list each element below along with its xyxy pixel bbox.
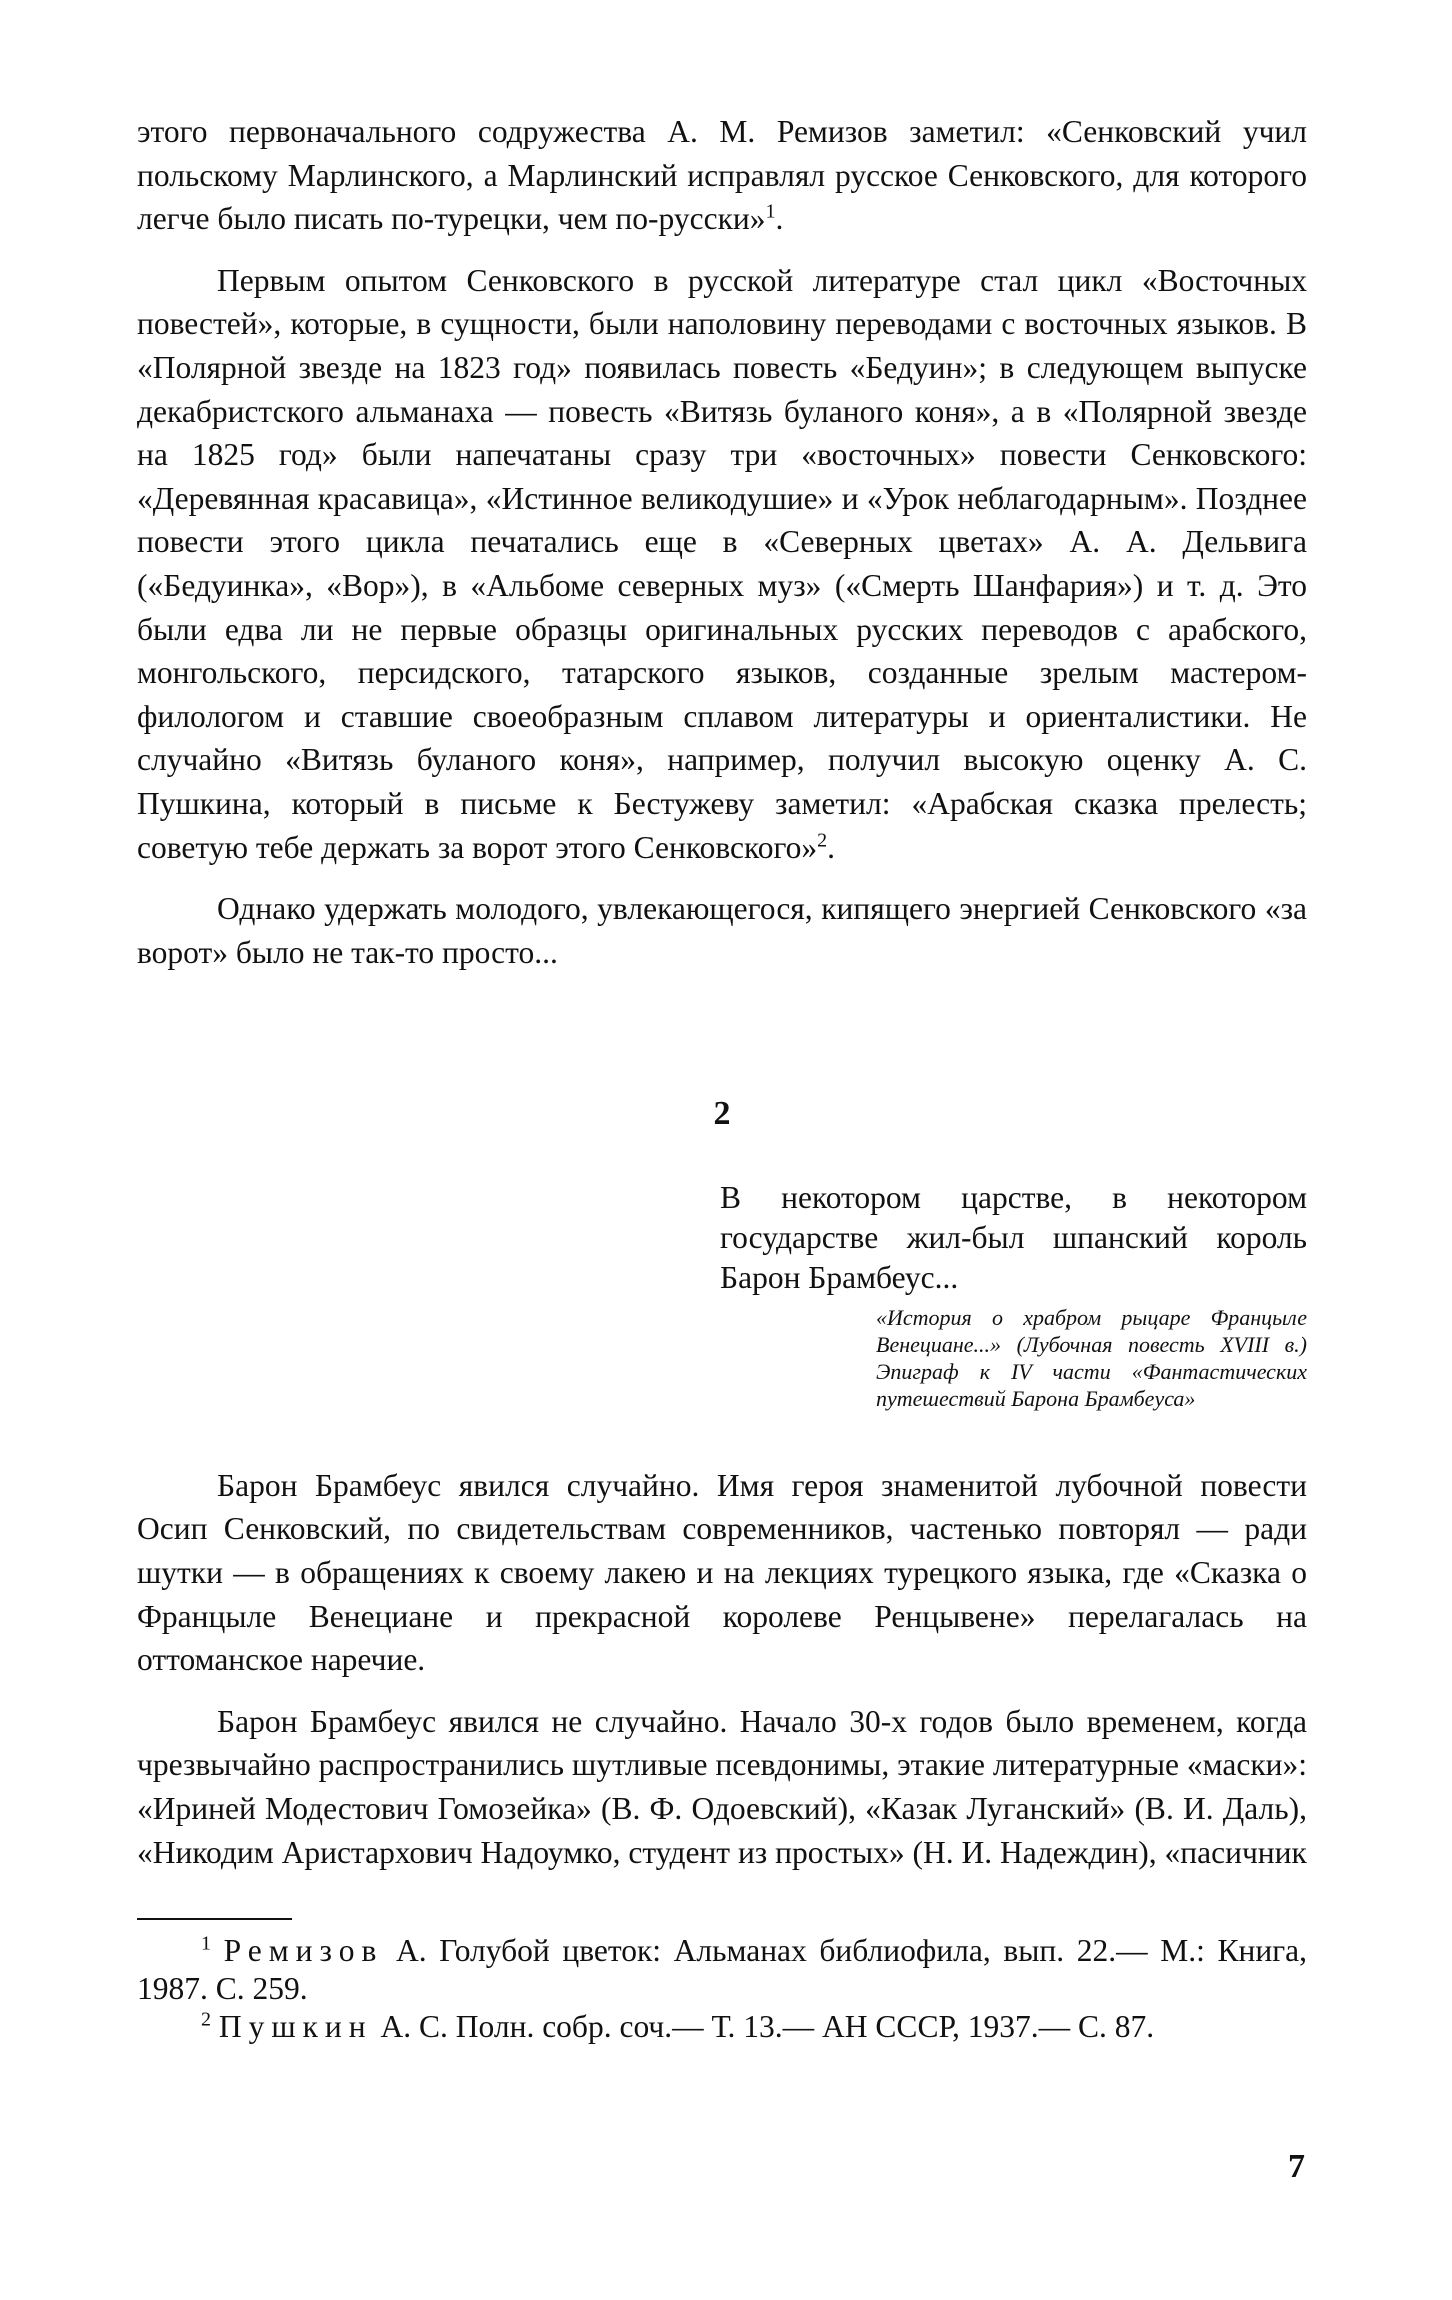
section-number: 2 (713, 1095, 731, 1133)
footnote-2: $^2$ Пушкин А. С. Полн. собр. соч.— Т. 13.— АН СССР, 1937.— С. 87. (201, 2008, 1155, 2045)
paragraph-2: Первым опытом Сенковского в русской литературе стал цикл «Восточных повестей», которые, в сущности, были наполовину переводами с восточных языков. В «Полярной звезде на 1823 год» появилась повесть «Бедуин»; в следующем выпуске декабристского альманаха — повесть «Витязь буланого коня», а в «Полярной звезде на 1825 год» были напечатаны сразу три «восточных» повести Сенковского: «Деревянная красавица», «Истинное великодушие» и «Урок неблагодарным». Позднее повести этого цикла печатались еще в «Северных цветах» А. А. Дельвига («Бедуинка», «Вор»), в «Альбоме северных муз» («Смерть Шанфария») и т. д. Это были едва ли не первые образцы оригинальных русских переводов с арабского, монгольского, персидского, татарского языков, созданные зрелым мастером-филологом и ставшие своеобразным сплавом литературы и ориенталистики. Не случайно «Витязь буланого коня», например, получил высокую оценку А. С. Пушкина, который в письме к Бестужеву заметил: «Арабская сказка прелесть; советую тебе держать за ворот этого Сенковского»$^2$. (137, 262, 1307, 865)
footnote-author: Ремизов (223, 1933, 384, 1969)
footnote-author: Пушкин (218, 2009, 373, 2045)
footnote-divider (137, 1918, 292, 1920)
page-content (137, 110, 1307, 2046)
paragraph-1: этого первоначального содружества А. М. Ремизов заметил: «Сенковский учил польскому Марлинского, а Марлинский исправлял русское Сенковского, для которого легче было писать по-турецки, чем по-русски»$^1$. (137, 114, 1307, 237)
page-number: 7 (1288, 2148, 1305, 2185)
paragraph-4: Барон Брамбеус явился случайно. Имя героя знаменитой лубочной повести Осип Сенковский, по свидетельствам современников, частенько повторял — ради шутки — в обращениях к своему лакею и на лекциях турецкого языка, где «Сказка о Францыле Венециане и прекрасной королеве Ренцывене» перелагалась на оттоманское наречие. (137, 1467, 1307, 1678)
footnote-ref-1[interactable]: 1 (765, 200, 776, 223)
footnote-1: $^1$ Ремизов А. Голубой цветок: Альманах библиофила, вып. 22.— М.: Книга, 1987. С. 259. (137, 1932, 1307, 2007)
paragraph-5: Барон Брамбеус явился не случайно. Начало 30-х годов было временем, когда чрезвычайно распространились шутливые псевдонимы, этакие литературные «маски»: «Ириней Модестович Гомозейка» (В. Ф. Одоевский), «Казак Луганский» (В. И. Даль), «Никодим Аристархович Надоумко, студент из простых» (Н. И. Надеждин), «пасичник (137, 1703, 1307, 1870)
epigraph-source: «История о храбром рыцаре Францыле Венециане...» (Лубочная повесть XVIII в.) Эпиграф к IV части «Фантастических путешествий Барона Брамбеуса» (876, 1304, 1307, 1411)
epigraph-text: В некотором царстве, в некотором государстве жил-был шпанский король Барон Брамбеус... (720, 1179, 1307, 1295)
footnote-marker: 1 (201, 1932, 211, 1955)
paragraph-3: Однако удержать молодого, увлекающегося, кипящего энергией Сенковского «за ворот» было не так-то просто... (137, 891, 1307, 970)
footnote-ref-2[interactable]: 2 (817, 829, 828, 851)
footnote-marker: 2 (201, 2008, 211, 2031)
epigraph (720, 1178, 1307, 1412)
